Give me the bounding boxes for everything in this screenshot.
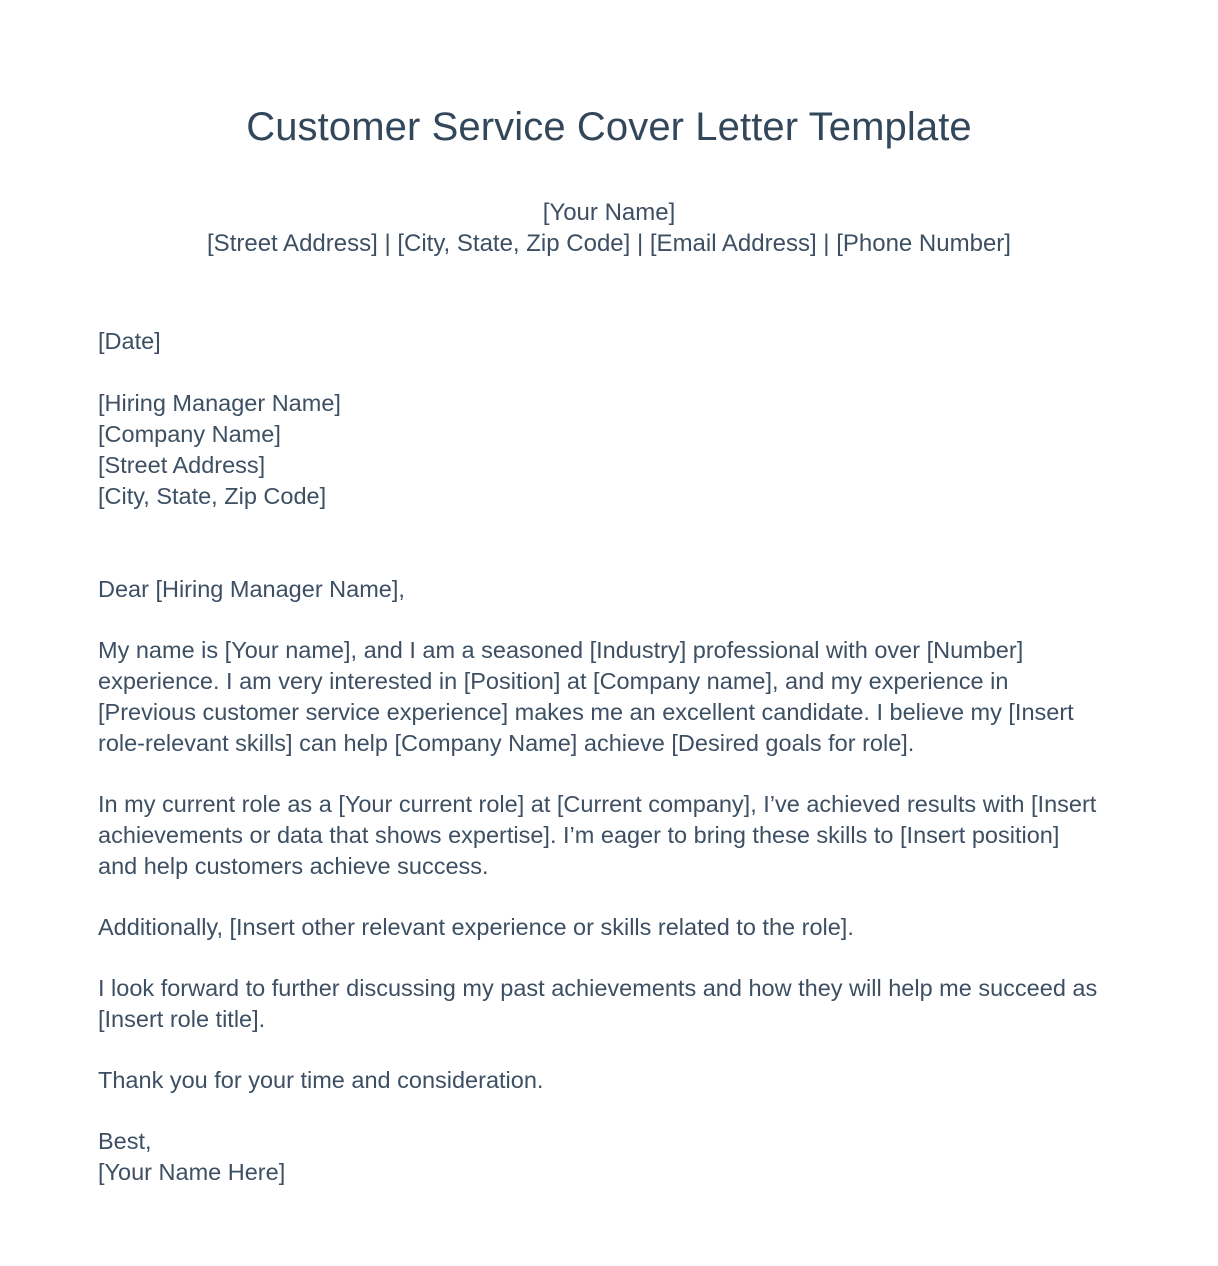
body-paragraph-2: [98, 789, 1098, 882]
paragraph-text: Additionally, [Insert other relevant experience or skills related to the role].: [98, 914, 854, 940]
signoff-block: [98, 1126, 1098, 1188]
page-title: Customer Service Cover Letter Template: [246, 105, 972, 149]
recipient-street-address: [Street Address]: [98, 452, 266, 478]
date-block: [98, 326, 1098, 357]
sender-name: [Your Name]: [542, 199, 676, 226]
paragraph-text: In my current role as a [Your current role] at [Current company], I’ve achieved results with [Insert achievements or data that shows expertise]. I’m eager to bring these skills to [Insert position] and help customers achieve success.: [98, 791, 1097, 879]
body-paragraph-5: [98, 1065, 1098, 1096]
paragraph-text: Thank you for your time and consideration.: [98, 1067, 544, 1093]
body-paragraph-1: [98, 635, 1098, 759]
recipient-city-state-zip: [City, State, Zip Code]: [98, 483, 327, 509]
sender-contact-header: [0, 197, 1218, 259]
letter-body: [98, 326, 1098, 1188]
body-paragraph-3: [98, 912, 1098, 943]
paragraph-text: I look forward to further discussing my past achievements and how they will help me succeed as [Insert role title].: [98, 975, 1098, 1032]
recipient-manager-name: [Hiring Manager Name]: [98, 390, 341, 416]
salutation-block: [98, 574, 1098, 605]
body-paragraph-4: [98, 973, 1098, 1035]
recipient-address-block: [98, 388, 1098, 512]
signoff-closing: Best,: [98, 1128, 152, 1154]
salutation-text: Dear [Hiring Manager Name],: [98, 576, 405, 602]
recipient-company-name: [Company Name]: [98, 421, 281, 447]
date-text: [Date]: [98, 328, 161, 354]
signoff-name: [Your Name Here]: [98, 1159, 286, 1185]
sender-contact-details: [Street Address] | [City, State, Zip Code] | [Email Address] | [Phone Number]: [207, 230, 1011, 257]
paragraph-text: My name is [Your name], and I am a seasoned [Industry] professional with over [Number] experience. I am very interested in [Position] at [Company name], and my experience in [Previous customer service experience] makes me an excellent candidate. I believe my [Insert role-relevant skills] can help [Company Name] achieve [Desired goals for role].: [98, 637, 1074, 756]
